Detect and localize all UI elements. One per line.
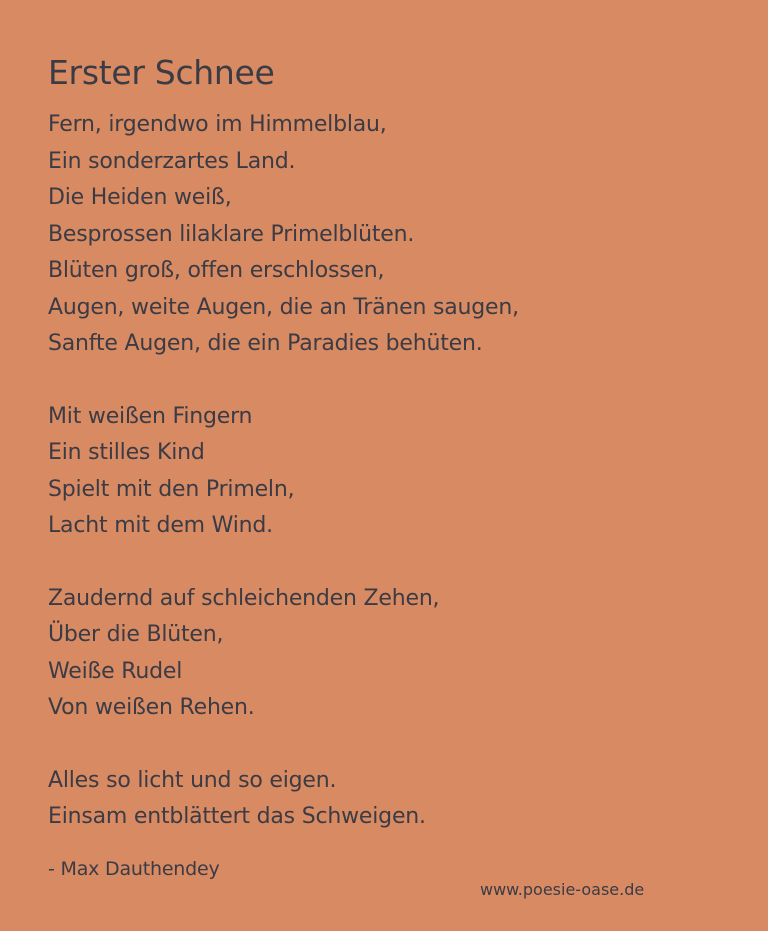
- stanza-4: [48, 763, 748, 836]
- poem-line: Zaudernd auf schleichenden Zehen,: [48, 585, 440, 611]
- poem-line: Ein sonderzartes Land.: [48, 148, 296, 174]
- poem-line: Weiße Rudel: [48, 658, 183, 684]
- poem-line: Einsam entblättert das Schweigen.: [48, 804, 426, 829]
- poem-line: Sanfte Augen, die ein Paradies behüten.: [48, 331, 483, 356]
- poem-line: Ein stilles Kind: [48, 440, 205, 465]
- poem-line: Alles so licht und so eigen.: [48, 767, 337, 793]
- poem-body: [48, 107, 748, 836]
- stanza-3: [48, 581, 748, 727]
- poem-line: Lacht mit dem Wind.: [48, 513, 273, 538]
- poem-line: Die Heiden weiß,: [48, 185, 232, 210]
- poem-line: Blüten groß, offen erschlossen,: [48, 258, 385, 283]
- poem-line: Spielt mit den Primeln,: [48, 476, 295, 502]
- poem-author: - Max Dauthendey: [48, 858, 220, 880]
- poem-line: Besprossen lilaklare Primelblüten.: [48, 221, 415, 247]
- stanza-1: [48, 107, 748, 363]
- poem-line: Fern, irgendwo im Himmelblau,: [48, 112, 387, 137]
- poem-line: Augen, weite Augen, die an Tränen saugen,: [48, 294, 519, 320]
- poem-line: Über die Blüten,: [48, 622, 224, 647]
- poem-line: Mit weißen Fingern: [48, 403, 253, 429]
- poem-line: Von weißen Rehen.: [48, 695, 255, 720]
- website-watermark: www.poesie-oase.de: [480, 880, 645, 899]
- poem-title: Erster Schnee: [48, 53, 275, 92]
- stanza-2: [48, 399, 748, 545]
